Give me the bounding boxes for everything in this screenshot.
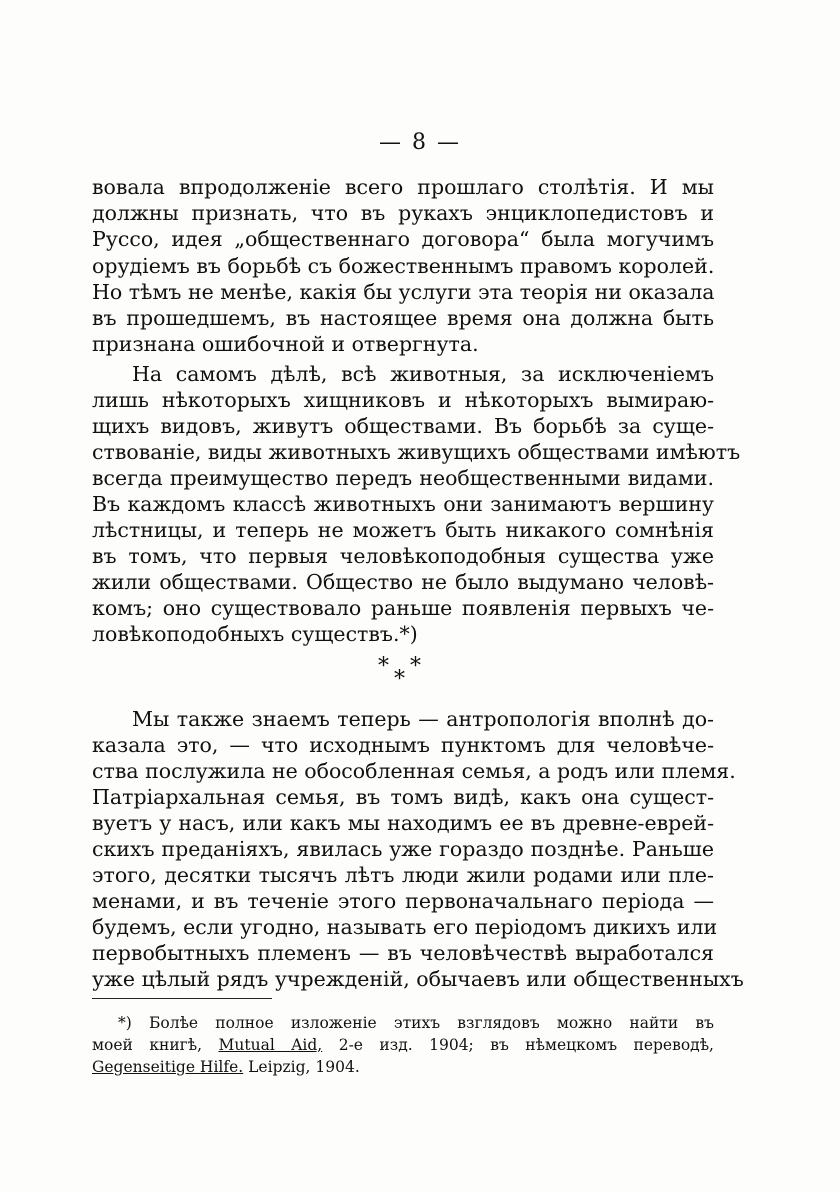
text-line: будемъ, если угодно, называть его періодомъ дикихъ или	[92, 915, 718, 939]
footnote-line: *) Болѣе полное изложеніе этихъ взглядовъ можно найти въ	[118, 1014, 714, 1032]
text-line: этого, десятки тысячъ лѣтъ люди жили родами или пле-	[92, 863, 714, 887]
text-line: въ томъ, что первыя человѣкоподобныя существа уже	[92, 544, 714, 568]
text-line: лишь нѣкоторыхъ хищниковъ и нѣкоторыхъ вымираю-	[92, 388, 714, 412]
text-line: Руссо, идея „общественнаго договора“ была могучимъ	[92, 227, 714, 251]
footnote-text: моей книгѣ,	[92, 1036, 203, 1054]
text-line: признана ошибочной и отвергнута.	[92, 332, 479, 356]
text-line: На самомъ дѣлѣ, всѣ животныя, за исключеніемъ	[132, 362, 714, 386]
text-line: уже цѣлый рядъ учрежденій, обычаевъ или общественныхъ	[92, 967, 744, 991]
text-line: жили обществами. Общество не было выдумано человѣ-	[92, 570, 714, 594]
text-line: вовала впродолженіе всего прошлаго столѣтія. И мы	[92, 175, 714, 199]
footnote-line	[92, 1056, 714, 1078]
text-line: всегда преимущество передъ необщественными видами.	[92, 466, 714, 490]
footnote-divider	[92, 998, 272, 999]
separator-star: *	[410, 654, 421, 679]
text-line: комъ; оно существовало раньше появленія первыхъ че-	[92, 596, 714, 620]
text-line: щихъ видовъ, живутъ обществами. Въ борьбѣ за суще-	[92, 414, 714, 438]
text-line: вуетъ у насъ, или какъ мы находимъ ее въ древне-еврей-	[92, 811, 714, 835]
text-line: казала это, — что исходнымъ пунктомъ для человѣче-	[92, 733, 714, 757]
text-line: ловѣкоподобныхъ существъ.*)	[92, 622, 418, 646]
book-title-gegenseitige-hilfe: Gegenseitige Hilfe.	[92, 1058, 244, 1076]
text-line: Патріархальная семья, въ томъ видѣ, какъ она сущест-	[92, 785, 714, 809]
text-line: лѣстницы, и теперь не можетъ быть никакого сомнѣнія	[92, 518, 714, 542]
text-line: должны признать, что въ рукахъ энциклопедистовъ и	[92, 201, 714, 225]
separator-star: *	[394, 667, 405, 692]
text-line: орудіемъ въ борьбѣ съ божественнымъ правомъ королей.	[92, 254, 715, 278]
text-line: ства послужила не обособленная семья, а родъ или племя.	[92, 759, 736, 783]
book-title-mutual-aid: Mutual Aid,	[218, 1036, 323, 1054]
footnote-text: 2-е изд. 1904; въ нѣмецкомъ переводѣ,	[338, 1036, 714, 1054]
section-separator	[370, 654, 430, 690]
text-line: первобытныхъ племенъ — въ человѣчествѣ выработался	[92, 941, 714, 965]
text-line: ствованіе, виды животныхъ живущихъ обществами имѣютъ	[92, 440, 741, 464]
text-line: Но тѣмъ не менѣе, какія бы услуги эта теорія ни оказала	[92, 280, 715, 304]
separator-star: *	[378, 654, 389, 679]
page-number: — 8 —	[379, 130, 461, 155]
text-line: Мы также знаемъ теперь — антропологія вполнѣ до-	[132, 707, 714, 731]
text-line: скихъ преданіяхъ, явилась уже гораздо позднѣе. Раньше	[92, 837, 714, 861]
footnote-line	[92, 1034, 714, 1056]
footnote-text: Leipzig, 1904.	[248, 1058, 360, 1076]
text-line: въ прошедшемъ, въ настоящее время она должна быть	[92, 306, 714, 330]
text-line: менами, и въ теченіе этого первоначальнаго періода —	[92, 889, 714, 913]
text-line: Въ каждомъ классѣ животныхъ они занимаютъ вершину	[92, 492, 714, 516]
